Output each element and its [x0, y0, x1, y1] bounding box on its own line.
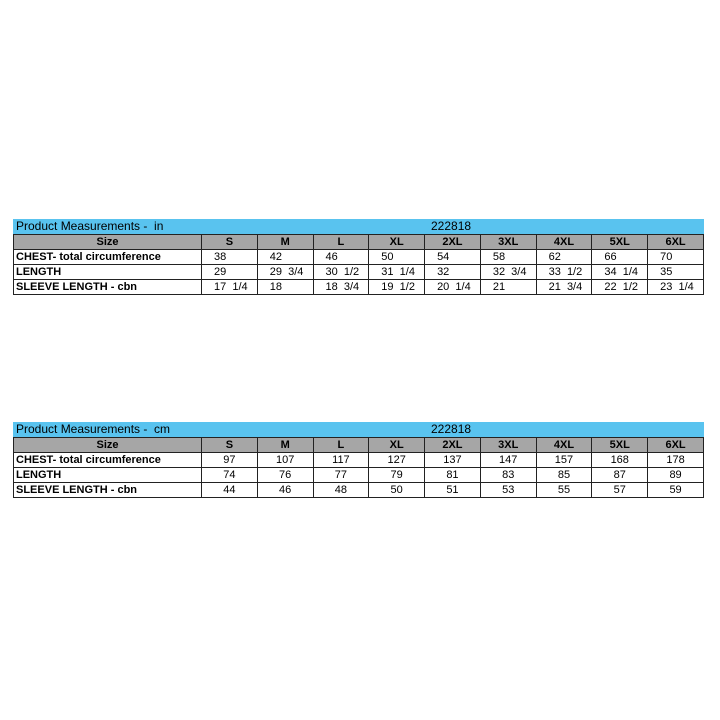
measurement-cell: 127: [369, 453, 425, 468]
measurement-cell: 147: [480, 453, 536, 468]
measurement-cell: 29: [202, 265, 258, 280]
size-header-label: Size: [14, 438, 202, 453]
measurement-cell: 59: [648, 483, 704, 498]
size-col-header: 2XL: [425, 438, 481, 453]
size-col-header: 2XL: [425, 235, 481, 250]
size-col-header: 4XL: [536, 438, 592, 453]
table-title-bar: [13, 219, 704, 234]
row-label: CHEST- total circumference: [14, 250, 202, 265]
row-label: SLEEVE LENGTH - cbn: [14, 483, 202, 498]
size-header-row: [14, 438, 704, 453]
measurement-cell: 21 3/4: [536, 280, 592, 295]
measurement-cell: 23 1/4: [648, 280, 704, 295]
row-label: LENGTH: [14, 265, 202, 280]
table-row: [14, 280, 704, 295]
size-col-header: S: [202, 235, 258, 250]
measurement-cell: 38: [202, 250, 258, 265]
measurement-cell: 50: [369, 483, 425, 498]
size-col-header: L: [313, 438, 369, 453]
measurement-cell: 46: [313, 250, 369, 265]
measurement-cell: 107: [257, 453, 313, 468]
row-label: SLEEVE LENGTH - cbn: [14, 280, 202, 295]
row-label: LENGTH: [14, 468, 202, 483]
size-col-header: 5XL: [592, 235, 648, 250]
table-row: [14, 250, 704, 265]
measurement-cell: 33 1/2: [536, 265, 592, 280]
measurement-cell: 32: [425, 265, 481, 280]
measurement-cell: 18: [257, 280, 313, 295]
measurement-cell: 34 1/4: [592, 265, 648, 280]
measurement-cell: 74: [202, 468, 258, 483]
measurement-cell: 76: [257, 468, 313, 483]
measurement-cell: 44: [202, 483, 258, 498]
measurement-cell: 83: [480, 468, 536, 483]
table-title: Product Measurements - cm: [16, 422, 171, 436]
size-col-header: XL: [369, 235, 425, 250]
size-col-header: XL: [369, 438, 425, 453]
measurement-cell: 22 1/2: [592, 280, 648, 295]
measurement-cell: 157: [536, 453, 592, 468]
measurement-cell: 29 3/4: [257, 265, 313, 280]
measurement-cell: 168: [592, 453, 648, 468]
measurement-cell: 50: [369, 250, 425, 265]
size-header-label: Size: [14, 235, 202, 250]
size-col-header: S: [202, 438, 258, 453]
table-row: [14, 468, 704, 483]
measurement-cell: 19 1/2: [369, 280, 425, 295]
measurement-cell: 53: [480, 483, 536, 498]
measurement-cell: 137: [425, 453, 481, 468]
measurement-cell: 20 1/4: [425, 280, 481, 295]
measurement-cell: 58: [480, 250, 536, 265]
measurement-cell: 66: [592, 250, 648, 265]
measurement-cell: 85: [536, 468, 592, 483]
measurement-cell: 81: [425, 468, 481, 483]
measurement-cell: 97: [202, 453, 258, 468]
size-col-header: 6XL: [648, 438, 704, 453]
measurement-cell: 87: [592, 468, 648, 483]
size-col-header: 3XL: [480, 235, 536, 250]
measurement-cell: 89: [648, 468, 704, 483]
size-col-header: L: [313, 235, 369, 250]
size-header-row: [14, 235, 704, 250]
size-col-header: 6XL: [648, 235, 704, 250]
size-col-header: M: [257, 438, 313, 453]
table-row: [14, 483, 704, 498]
measurement-cell: 117: [313, 453, 369, 468]
measurements-grid: [13, 234, 704, 295]
table-title: Product Measurements - in: [16, 219, 164, 233]
measurement-cell: 55: [536, 483, 592, 498]
product-code: 222818: [431, 219, 472, 233]
measurement-cell: 48: [313, 483, 369, 498]
table-row: [14, 265, 704, 280]
size-col-header: 4XL: [536, 235, 592, 250]
measurement-table-in: [13, 219, 704, 295]
measurement-cell: 46: [257, 483, 313, 498]
measurement-cell: 42: [257, 250, 313, 265]
product-code: 222818: [431, 422, 472, 436]
size-col-header: 5XL: [592, 438, 648, 453]
measurement-table-cm: [13, 422, 704, 498]
measurement-cell: 77: [313, 468, 369, 483]
measurement-cell: 18 3/4: [313, 280, 369, 295]
table-title-bar: [13, 422, 704, 437]
measurement-cell: 17 1/4: [202, 280, 258, 295]
measurement-cell: 178: [648, 453, 704, 468]
measurement-cell: 31 1/4: [369, 265, 425, 280]
measurement-cell: 57: [592, 483, 648, 498]
measurement-cell: 30 1/2: [313, 265, 369, 280]
measurements-grid: [13, 437, 704, 498]
measurement-cell: 35: [648, 265, 704, 280]
measurement-cell: 79: [369, 468, 425, 483]
size-col-header: 3XL: [480, 438, 536, 453]
measurement-cell: 51: [425, 483, 481, 498]
measurement-cell: 54: [425, 250, 481, 265]
measurement-cell: 62: [536, 250, 592, 265]
measurement-cell: 70: [648, 250, 704, 265]
table-row: [14, 453, 704, 468]
row-label: CHEST- total circumference: [14, 453, 202, 468]
measurement-cell: 21: [480, 280, 536, 295]
size-col-header: M: [257, 235, 313, 250]
measurement-cell: 32 3/4: [480, 265, 536, 280]
